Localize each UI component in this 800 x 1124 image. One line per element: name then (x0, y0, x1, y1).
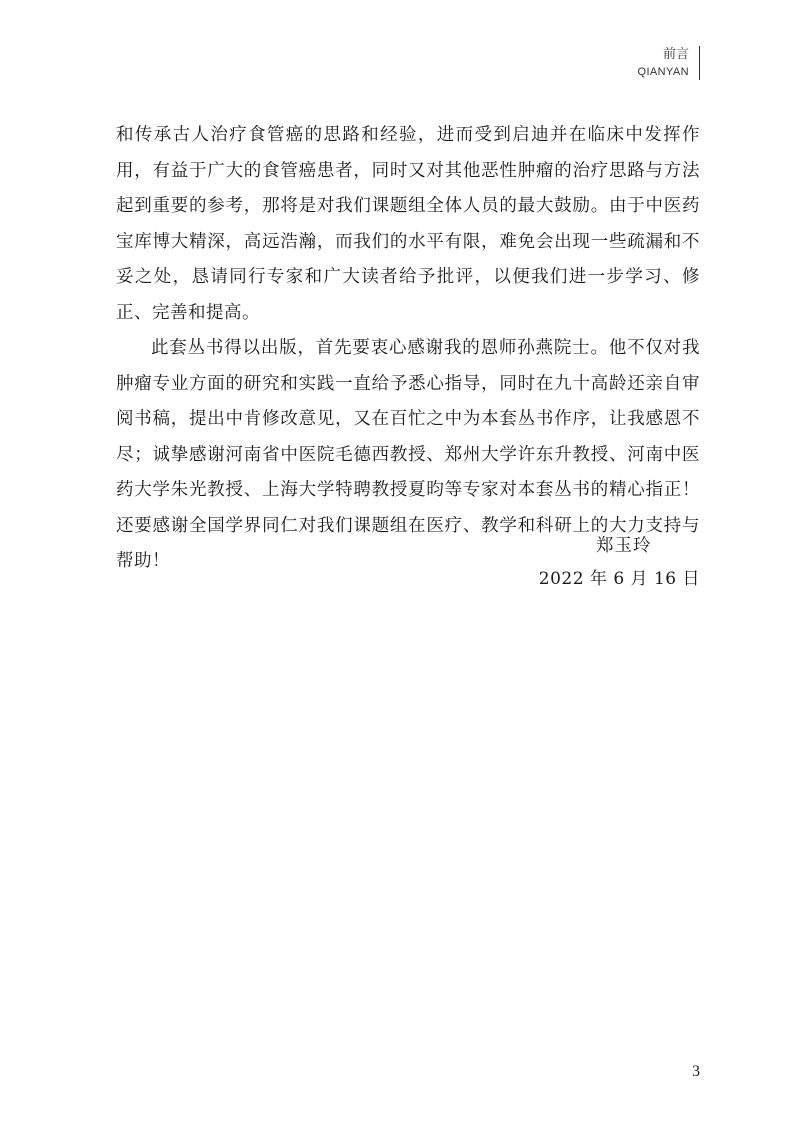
author-signature: 郑玉玲 (596, 536, 652, 556)
page-number: 3 (692, 1063, 700, 1080)
body-text (116, 118, 700, 580)
running-header (638, 46, 701, 80)
signature-date: 2022 年 6 月 16 日 (538, 569, 700, 589)
header-title-pinyin: QIANYAN (637, 66, 689, 78)
paragraph-continued: 和传承古人治疗食管癌的思路和经验，进而受到启迪并在临床中发挥作用，有益于广大的食管癌患者，同时又对其他恶性肿瘤的治疗思路与方法起到重要的参考，那将是对我们课题组全体人员的最大鼓励。由于中医药宝库博大精深，高远浩瀚，而我们的水平有限，难免会出现一些疏漏和不妥之处，恳请同行专家和广大读者给予批评，以便我们进一步学习、修正、完善和提高。 (116, 125, 700, 323)
paragraph-acknowledgements: 此套丛书得以出版，首先要衷心感谢我的恩师孙燕院士。他不仅对我肿瘤专业方面的研究和实践一直给予悉心指导，同时在九十高龄还亲自审阅书稿，提出中肯修改意见，又在百忙之中为本套丛书作序，让我感恩不尽；诚挚感谢河南省中医院毛德西教授、郑州大学许东升教授、河南中医药大学朱光教授、上海大学特聘教授夏昀等专家对本套丛书的精心指正！还要感谢全国学界同仁对我们课题组在医疗、教学和科研上的大力支持与帮助！ (116, 338, 700, 571)
header-title-cn: 前言 (662, 47, 689, 62)
